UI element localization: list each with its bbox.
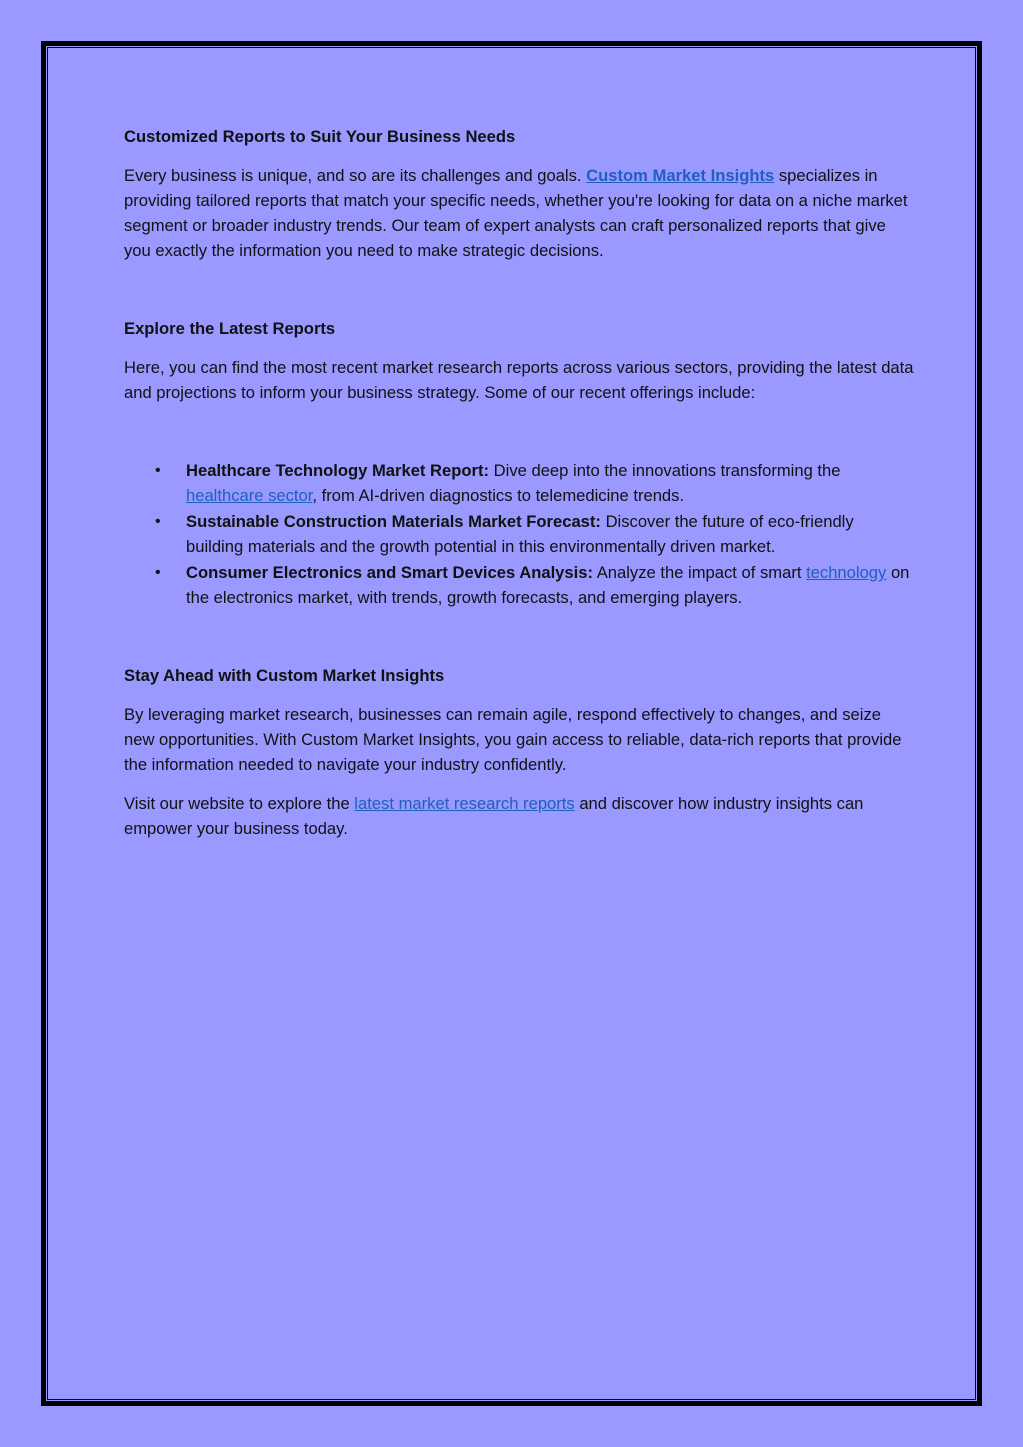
report-description: Analyze the impact of smart [593,563,807,582]
spacer [124,277,914,316]
list-item [155,458,914,508]
report-description: Dive deep into the innovations transforming the [489,461,841,480]
healthcare-sector-link[interactable]: healthcare sector [186,486,313,505]
paragraph-text: specializes in providing tailored reports that match your specific needs, whether you're looking for data on a niche market segment or broader industry trends. Our team of expert analysts can craft personalized reports that give you exactly the information you need to make strategic decisions. [124,166,908,260]
bullet-icon: • [155,513,161,530]
technology-link[interactable]: technology [806,563,887,582]
paragraph-text: Visit our website to explore the [124,794,355,813]
spacer [124,419,914,458]
report-title: Sustainable Construction Materials Market Forecast: [186,512,601,531]
bullet-icon: • [155,564,161,581]
report-description: Discover the future of eco-friendly building materials and the growth potential in this environmentally driven market. [186,512,854,556]
report-title: Consumer Electronics and Smart Devices Analysis: [186,563,594,582]
report-list [124,458,914,610]
paragraph-latest-reports-intro: Here, you can find the most recent market research reports across various sectors, providing the latest data and projections to inform your business strategy. Some of our recent offerings include: [124,358,914,402]
custom-market-insights-link[interactable]: Custom Market Insights [586,166,775,185]
section-heading-latest-reports: Explore the Latest Reports [124,319,336,338]
paragraph-stay-ahead: By leveraging market research, businesses can remain agile, respond effectively to changes, and seize new opportunities. With Custom Market Insights, you gain access to reliable, data-rich reports that provide the information needed to navigate your industry confidently. [124,705,902,774]
document-content [124,124,914,855]
section-heading-stay-ahead: Stay Ahead with Custom Market Insights [124,666,445,685]
list-item [155,560,914,610]
paragraph-text: and discover how industry insights can empower your business today. [124,794,864,838]
paragraph-customized-reports [124,163,914,263]
report-title: Healthcare Technology Market Report: [186,461,490,480]
report-description: on the electronics market, with trends, growth forecasts, and emerging players. [186,563,910,607]
section-heading-customized-reports: Customized Reports to Suit Your Business Needs [124,127,516,146]
report-description: , from AI-driven diagnostics to telemedicine trends. [312,486,685,505]
paragraph-text: Every business is unique, and so are its challenges and goals. [124,166,587,185]
spacer [124,624,914,663]
list-item [155,509,914,559]
latest-market-research-reports-link[interactable]: latest market research reports [354,794,575,813]
paragraph-visit-website [124,791,914,841]
bullet-icon: • [155,462,161,479]
